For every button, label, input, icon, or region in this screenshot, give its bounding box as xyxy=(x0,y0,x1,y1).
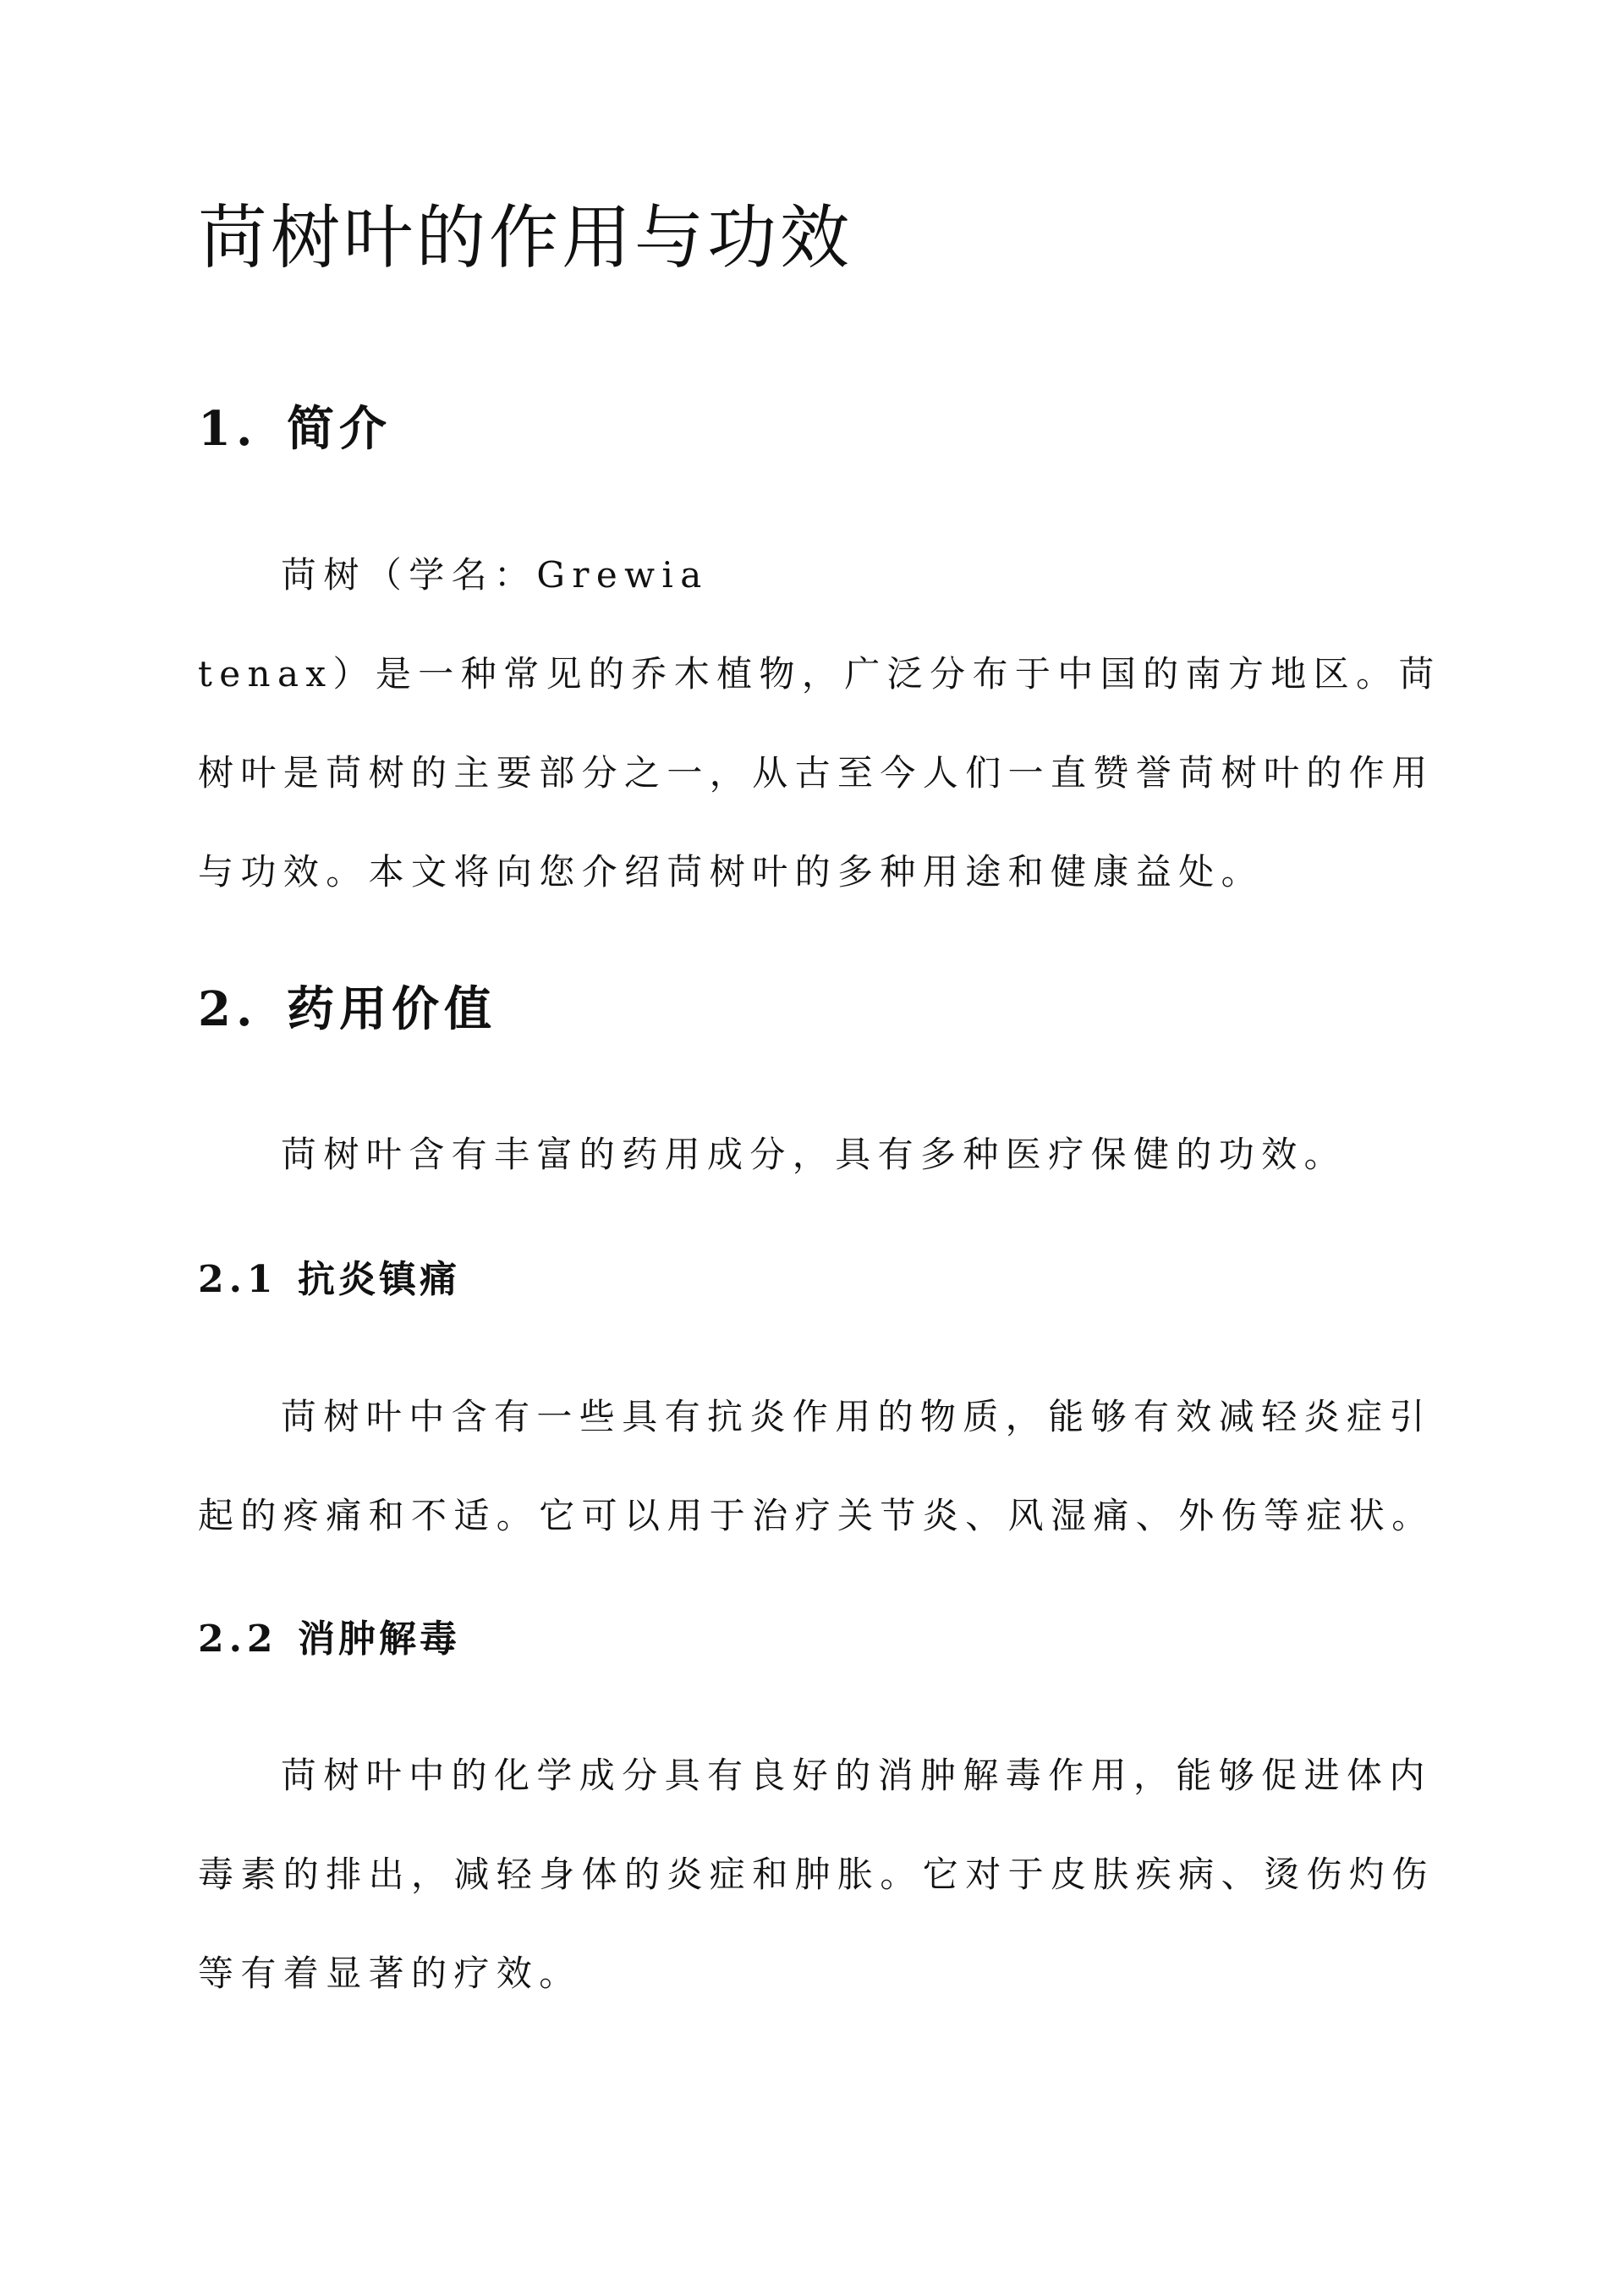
paragraph-line: 苘树（学名：Grewia xyxy=(281,554,709,596)
section-heading-intro xyxy=(198,399,392,459)
subsection-heading-detox xyxy=(198,1616,460,1663)
subsection-title: 抗炎镇痛 xyxy=(298,1258,460,1301)
paragraph-line: 苘树叶含有丰富的药用成分，具有多种医疗保健的功效。 xyxy=(281,1134,1347,1175)
paragraph-line: 苘树叶中含有一些具有抗炎作用的物质，能够有效减轻炎症引 xyxy=(281,1396,1432,1437)
medicinal-paragraph xyxy=(198,1105,1433,1204)
paragraph-line: 起的疼痛和不适。它可以用于治疗关节炎、风湿痛、外伤等症状。 xyxy=(198,1495,1435,1536)
section-title: 简介 xyxy=(287,401,392,457)
paragraph-line: 苘树叶中的化学成分具有良好的消肿解毒作用，能够促进体内 xyxy=(281,1755,1432,1796)
paragraph-line: tenax）是一种常见的乔木植物，广泛分布于中国的南方地区。苘 xyxy=(198,653,1441,695)
section-number: 2. xyxy=(198,981,258,1037)
paragraph-line: 毒素的排出，减轻身体的炎症和肿胀。它对于皮肤疾病、烫伤灼伤 xyxy=(198,1854,1435,1895)
paragraph-line: 树叶是苘树的主要部分之一，从古至今人们一直赞誉苘树叶的作用 xyxy=(198,752,1435,794)
section-heading-medicinal xyxy=(198,980,497,1039)
document-title: 苘树叶的作用与功效 xyxy=(198,198,853,278)
section-title: 药用价值 xyxy=(287,981,497,1037)
anti-inflammatory-paragraph xyxy=(198,1367,1433,1565)
paragraph-line: 与功效。本文将向您介绍苘树叶的多种用途和健康益处。 xyxy=(198,851,1265,893)
paragraph-line: 等有着显著的疗效。 xyxy=(198,1953,582,1994)
subsection-number: 2.1 xyxy=(198,1258,278,1301)
subsection-title: 消肿解毒 xyxy=(298,1618,460,1661)
intro-paragraph xyxy=(198,525,1441,921)
subsection-heading-anti-inflammatory xyxy=(198,1256,460,1304)
section-number: 1. xyxy=(198,401,258,457)
subsection-number: 2.2 xyxy=(198,1618,278,1661)
detox-paragraph xyxy=(198,1726,1433,2023)
